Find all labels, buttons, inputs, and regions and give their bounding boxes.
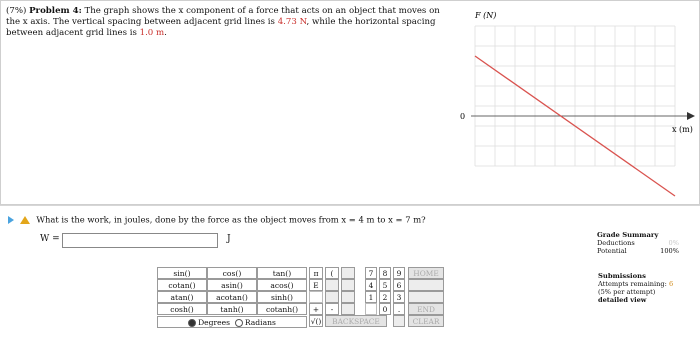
angle-mode-row <box>157 316 307 328</box>
answer-input[interactable] <box>62 233 218 248</box>
cos-button[interactable]: cos() <box>207 267 257 279</box>
key-1[interactable]: 1 <box>365 291 377 303</box>
question-row <box>8 214 448 226</box>
degrees-label: Degrees <box>198 318 231 327</box>
potential-label: Potential <box>597 247 627 255</box>
expand-icon[interactable] <box>8 216 14 224</box>
potential-value: 100% <box>660 247 679 255</box>
answer-label: W = <box>40 234 60 244</box>
tanh-button[interactable]: tanh() <box>207 303 257 315</box>
clear-button[interactable]: CLEAR <box>408 315 444 327</box>
open-paren-button[interactable]: ( <box>325 267 339 279</box>
graph-grid <box>475 26 675 166</box>
answer-unit: J <box>227 234 231 244</box>
blank-key-5[interactable] <box>309 291 323 303</box>
key-3[interactable]: 3 <box>393 291 405 303</box>
minus-button[interactable]: - <box>325 303 339 315</box>
plus-button[interactable]: + <box>309 303 323 315</box>
section-divider <box>0 205 700 206</box>
key-5[interactable]: 5 <box>379 279 391 291</box>
function-keys <box>157 267 307 315</box>
blank-key-1[interactable] <box>325 279 339 291</box>
problem-text-2: , while the horizontal spacing between adjacent grid lines is <box>6 17 436 38</box>
attempts-label: Attempts remaining: <box>598 280 667 288</box>
grade-summary-title: Grade Summary <box>597 231 659 239</box>
problem-text: The graph shows the x component of a force that acts on an object that moves on the x axis. The vertical spacing between adjacent grid lines is <box>6 6 440 27</box>
question-text: What is the work, in joules, done by the force as the object moves from x = 4 m to x = 7 m? <box>36 214 426 225</box>
force-spacing-value: 4.73 N <box>277 17 307 27</box>
left-arrow-button[interactable] <box>408 279 444 291</box>
problem-weight: (7%) <box>6 6 27 16</box>
key-7[interactable]: 7 <box>365 267 377 279</box>
close-paren-button[interactable] <box>341 267 355 279</box>
e-button[interactable]: E <box>309 279 323 291</box>
origin-label: 0 <box>460 112 466 121</box>
cotanh-button[interactable]: cotanh() <box>257 303 307 315</box>
deductions-label: Deductions <box>597 239 635 247</box>
per-attempt-text: (5% per attempt) <box>598 288 656 296</box>
distance-spacing-value: 1.0 m <box>139 28 165 38</box>
force-graph <box>455 6 700 206</box>
key-8[interactable]: 8 <box>379 267 391 279</box>
key-4[interactable]: 4 <box>365 279 377 291</box>
blank-key-4[interactable] <box>341 291 355 303</box>
deductions-value: 0% <box>668 239 679 247</box>
grade-summary <box>597 231 697 255</box>
warning-icon <box>20 216 30 224</box>
atan-button[interactable]: atan() <box>157 291 207 303</box>
key-6[interactable]: 6 <box>393 279 405 291</box>
problem-text-3: . <box>164 28 167 38</box>
home-button[interactable]: HOME <box>408 267 444 279</box>
detailed-view-link[interactable]: detailed view <box>598 296 647 304</box>
right-arrow-button[interactable] <box>408 291 444 303</box>
end-button[interactable]: END <box>408 303 444 315</box>
blank-key-8[interactable] <box>393 315 405 327</box>
blank-key-3[interactable] <box>325 291 339 303</box>
asin-button[interactable]: asin() <box>207 279 257 291</box>
blank-key-2[interactable] <box>341 279 355 291</box>
cotan-button[interactable]: cotan() <box>157 279 207 291</box>
attempts-value: 6 <box>668 280 674 288</box>
x-axis-label: x (m) <box>672 125 693 134</box>
cosh-button[interactable]: cosh() <box>157 303 207 315</box>
pi-button[interactable]: π <box>309 267 323 279</box>
x-axis-arrow-icon <box>687 112 695 120</box>
dot-button[interactable]: . <box>393 303 405 315</box>
radians-label: Radians <box>244 318 276 327</box>
backspace-button[interactable]: BACKSPACE <box>325 315 387 327</box>
key-9[interactable]: 9 <box>393 267 405 279</box>
sin-button[interactable]: sin() <box>157 267 207 279</box>
submissions-panel <box>598 272 698 304</box>
key-2[interactable]: 2 <box>379 291 391 303</box>
degrees-radio[interactable] <box>188 319 196 327</box>
y-axis-label: F (N) <box>475 11 497 20</box>
radians-radio[interactable] <box>235 319 243 327</box>
key-0[interactable]: 0 <box>379 303 391 315</box>
problem-statement <box>6 6 446 39</box>
sqrt-button[interactable]: √() <box>310 317 322 326</box>
acos-button[interactable]: acos() <box>257 279 307 291</box>
blank-key-6[interactable] <box>341 303 355 315</box>
problem-title: Problem 4: <box>29 6 82 16</box>
acotan-button[interactable]: acotan() <box>207 291 257 303</box>
sinh-button[interactable]: sinh() <box>257 291 307 303</box>
submissions-title: Submissions <box>598 272 646 280</box>
blank-key-7[interactable] <box>365 303 377 315</box>
tan-button[interactable]: tan() <box>257 267 307 279</box>
